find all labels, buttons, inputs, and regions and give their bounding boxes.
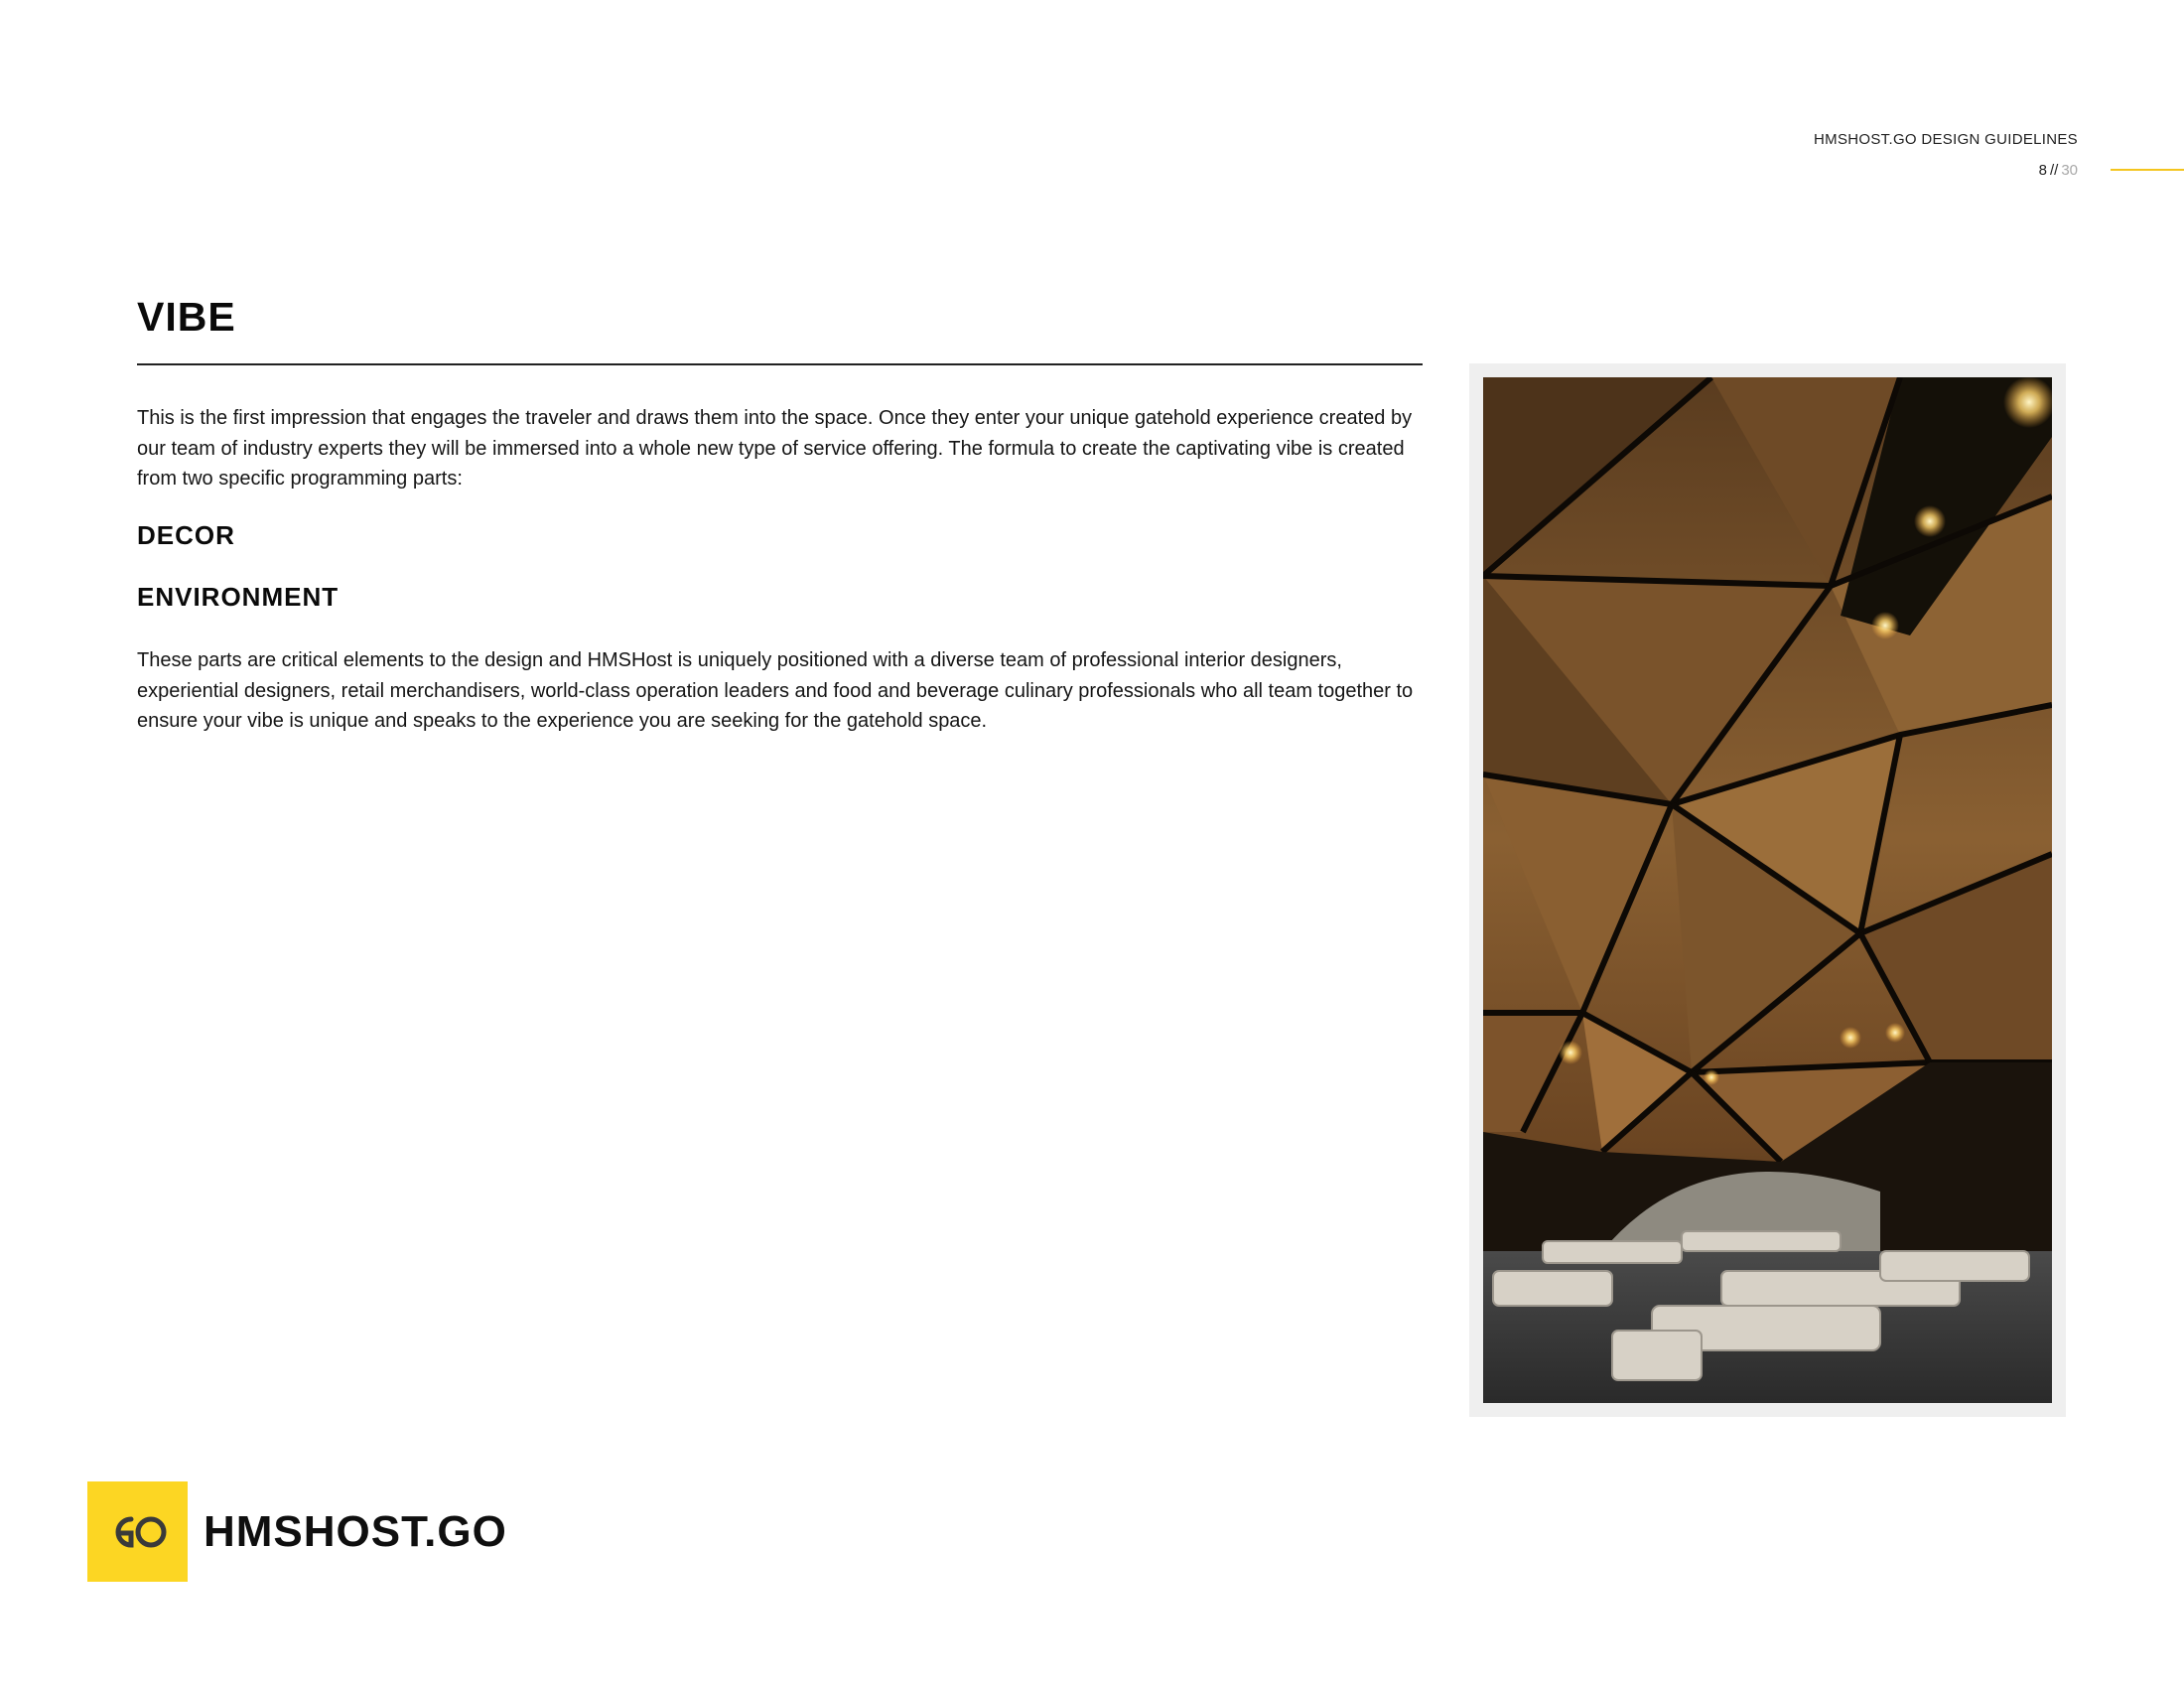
lounge-photo (1469, 363, 2066, 1417)
go-link-icon (87, 1481, 188, 1582)
lounge-photo-image (1483, 377, 2052, 1403)
subheading-environment: ENVIRONMENT (137, 582, 340, 612)
page-separator: // (2049, 162, 2059, 179)
page-number (2039, 162, 2078, 179)
accent-line (2111, 169, 2184, 171)
intro-paragraph: This is the first impression that engages the traveler and draws them into the space. Once they enter your unique gatehold experience created by our team of industry experts they will be immersed into a whole new type of service offering. The formula to create the captivating vibe is created from two specific programming parts: (137, 407, 1413, 490)
title-divider (137, 363, 1423, 365)
page-title: VIBE (137, 294, 236, 340)
subheading-decor: DECOR (137, 520, 235, 550)
doc-title: HMSHOST.GO DESIGN GUIDELINES (1814, 131, 2078, 148)
logo-wordmark: HMSHOST.GO (204, 1507, 507, 1556)
closing-paragraph: These parts are critical elements to the design and HMSHost is uniquely positioned with a diverse team of professional interior designers, experiential designers, retail merchandisers, world-class operation leaders and food and beverage culinary professionals who all team together to ensure your vibe is unique and speaks to the experience you are seeking for the gatehold space. (137, 649, 1414, 732)
page-current: 8 (2038, 162, 2047, 179)
page-total: 30 (2061, 162, 2078, 179)
